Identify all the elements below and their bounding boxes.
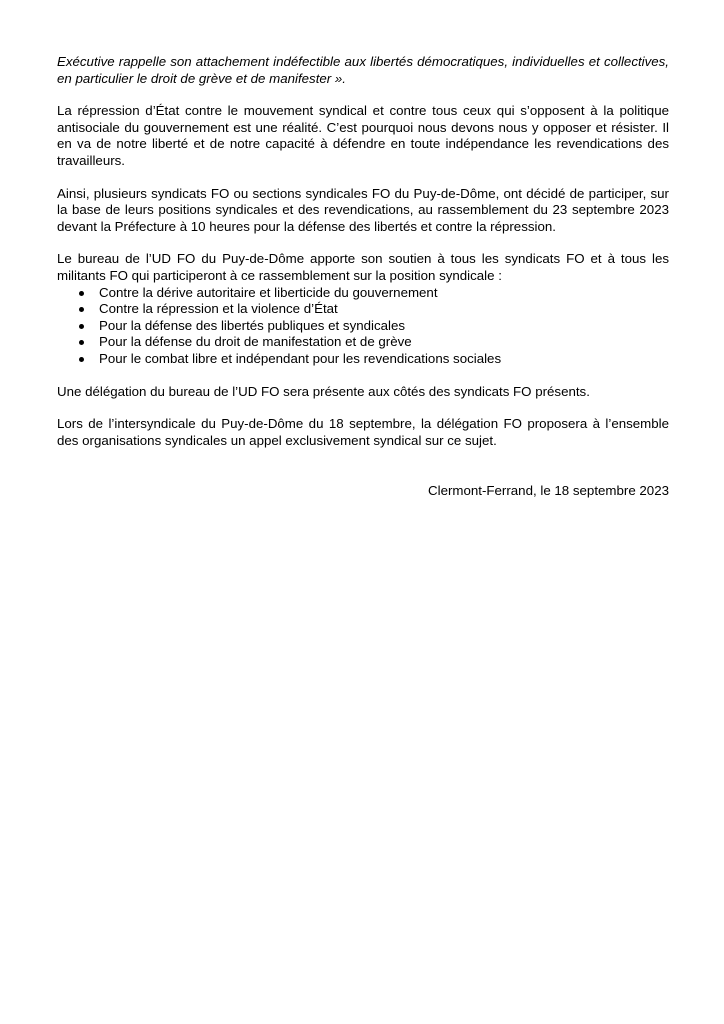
bullet-item: Pour le combat libre et indépendant pour les revendications sociales [77, 351, 669, 368]
bullet-item: Contre la répression et la violence d’État [77, 301, 669, 318]
bullet-item: Contre la dérive autoritaire et liberticide du gouvernement [77, 285, 669, 302]
soutien-paragraph: Le bureau de l’UD FO du Puy-de-Dôme apporte son soutien à tous les syndicats FO et à tous les militants FO qui participeront à ce rassemblement sur la position syndicale : [57, 251, 669, 283]
rassemblement-paragraph: Ainsi, plusieurs syndicats FO ou sections syndicales FO du Puy-de-Dôme, ont décidé de participer, sur la base de leurs positions syndicales et des revendications, au rassemblement du 23 septembre 2023 devant la Préfecture à 10 heures pour la défense des libertés et contre la répression. [57, 185, 669, 234]
document-page [57, 54, 669, 516]
repression-paragraph: La répression d’État contre le mouvement syndical et contre tous ceux qui s’opposent à la politique antisociale du gouvernement est une réalité. C’est pourquoi nous devons nous y opposer et résister. Il en va de notre liberté et de notre capacité à défendre en toute indépendance les revendications des travailleurs. [57, 103, 669, 168]
intersyndicale-paragraph: Lors de l’intersyndicale du Puy-de-Dôme du 18 septembre, la délégation FO proposera à l’ensemble des organisations syndicales un appel exclusivement syndical sur ce sujet. [57, 416, 669, 448]
place-date-signature: Clermont-Ferrand, le 18 septembre 2023 [428, 483, 669, 499]
delegation-paragraph: Une délégation du bureau de l’UD FO sera présente aux côtés des syndicats FO présents. [57, 383, 590, 399]
bullet-item: Pour la défense des libertés publiques et syndicales [77, 318, 669, 335]
bullet-item: Pour la défense du droit de manifestation et de grève [77, 334, 669, 351]
position-bullet-list [57, 285, 669, 368]
intro-quote-paragraph: Exécutive rappelle son attachement indéfectible aux libertés démocratiques, individuelles et collectives, en particulier le droit de grève et de manifester ». [57, 54, 669, 86]
